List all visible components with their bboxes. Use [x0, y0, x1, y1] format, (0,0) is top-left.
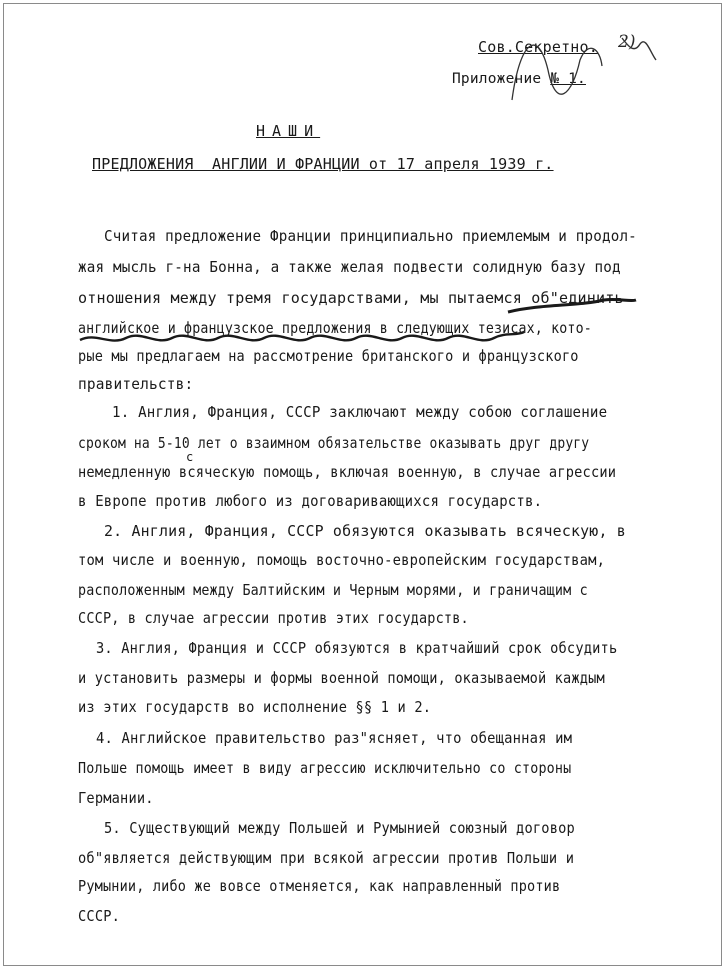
point-4-line-2: Польше помощь имеет в виду агрессию исключительно со стороны	[78, 759, 572, 777]
point-3-line-1: 3. Англия, Франция и СССР обязуются в кратчайший срок обсудить	[96, 639, 618, 657]
point-2-line-1: 2. Англия, Франция, СССР обязуются оказывать всяческую, в	[104, 522, 626, 540]
annex-text: Приложение	[452, 71, 542, 87]
point-5-line-4: СССР.	[78, 907, 121, 925]
point-1-line-4: в Европе против любого из договаривающихся государств.	[78, 492, 543, 510]
intro-line-1: Считая предложение Франции принципиально приемлемым и продол-	[104, 227, 637, 245]
point-3-line-2: и установить размеры и формы военной помощи, оказываемой каждым	[78, 669, 605, 687]
point-1-line-2: сроком на 5-10 лет о взаимном обязательстве оказывать друг другу	[78, 434, 590, 452]
document-subtitle: ПРЕДЛОЖЕНИЯ АНГЛИИ И ФРАНЦИИ от 17 апреля 1939 г.	[92, 155, 554, 173]
annex-label	[452, 69, 586, 89]
point-4-line-1: 4. Английское правительство раз"ясняет, что обещанная им	[96, 729, 573, 747]
point-4-line-3: Германии.	[78, 789, 154, 807]
point-2-line-4: СССР, в случае агрессии против этих государств.	[78, 609, 469, 627]
intro-line-5: рые мы предлагаем на рассмотрение британского и французского	[78, 347, 579, 365]
classification-stamp: Сов.Секретно.	[478, 38, 598, 56]
point-1-line-3: немедленную всяческую помощь, включая военную, в случае агрессии	[78, 463, 617, 481]
document-title: НАШИ	[256, 122, 321, 140]
point-2-line-3: расположенным между Балтийским и Черным морями, и граничащим с	[78, 581, 588, 599]
intro-line-4: английское и французское предложения в следующих тезисах, кото-	[78, 319, 592, 337]
point-5-line-1: 5. Существующий между Польшей и Румынией союзный договор	[104, 819, 575, 837]
handwritten-signature: 2)	[618, 32, 636, 52]
typed-correction-mark: с	[186, 450, 194, 464]
point-5-line-3: Румынии, либо же вовсе отменяется, как направленный против	[78, 877, 561, 895]
point-5-line-2: об"является действующим при всякой агрессии против Польши и	[78, 849, 575, 867]
point-2-line-2: том числе и военную, помощь восточно-европейским государствам,	[78, 551, 606, 569]
point-3-line-3: из этих государств во исполнение §§ 1 и 2.	[78, 698, 432, 716]
intro-line-2: жая мысль г-на Бонна, а также желая подвести солидную базу под	[78, 258, 621, 276]
point-1-line-1: 1. Англия, Франция, СССР заключают между собою соглашение	[112, 403, 608, 421]
annex-number: № 1.	[550, 71, 586, 87]
intro-line-6: правительств:	[78, 375, 194, 393]
intro-line-3: отношения между тремя государствами, мы пытаемся об"единить	[78, 289, 624, 307]
